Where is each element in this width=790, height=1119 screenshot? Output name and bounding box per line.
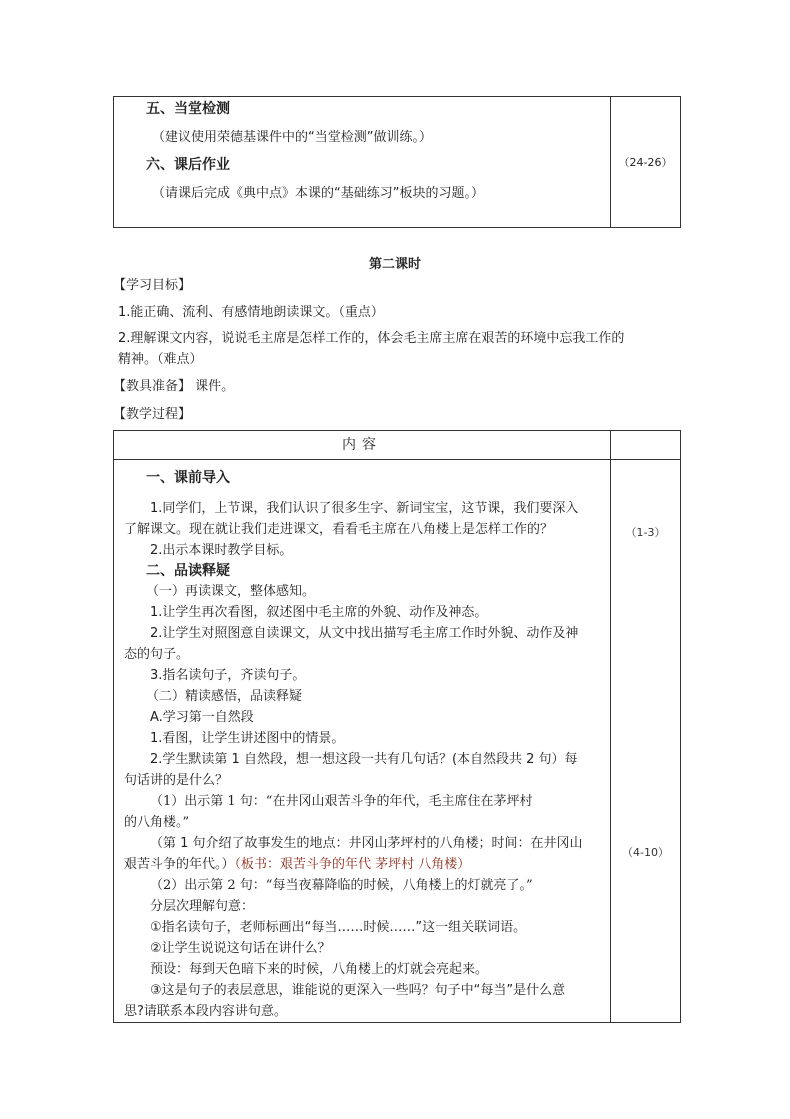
sentence-2-step-2: ②让学生说说这句话在讲什么？ xyxy=(150,941,331,956)
main-table-header-side xyxy=(611,431,681,460)
sentence-1-note-text: 艰苦斗争的年代。） xyxy=(124,857,235,872)
section-title: 第二课时 xyxy=(368,257,421,272)
side-number-2: （4-10） xyxy=(622,846,669,859)
main-table-content-cell xyxy=(114,460,611,1023)
step-1-2-line-1: 2.让学生对照图意自读课文，从文中找出描写毛主席工作时外貌、动作及神 xyxy=(150,626,579,641)
section-note-5: （建议使用荣德基课件中的“当堂检测”做训练。） xyxy=(152,130,432,145)
part-a-title: A.学习第一自然段 xyxy=(150,710,254,725)
top-table-side-cell xyxy=(611,97,681,228)
sub-heading-1: （一）再读课文，整体感知。 xyxy=(146,584,316,599)
sentence-2-step-3-line-2: 思?请联系本段内容讲句意。 xyxy=(124,1004,287,1019)
sentence-1-quote-line-2: 的八角楼。” xyxy=(124,815,190,830)
main-table-header xyxy=(114,431,611,460)
goal-item-2-line-2: 精神。（难点） xyxy=(118,352,203,367)
process-label: 【教学过程】 xyxy=(113,407,192,422)
prep-label: 【教具准备】 xyxy=(113,379,192,394)
step-1-1: 1.让学生再次看图，叙述图中毛主席的外貌、动作及神态。 xyxy=(150,605,488,620)
sentence-2-preset: 预设：每到天色暗下来的时候，八角楼上的灯就会亮起来。 xyxy=(150,962,489,977)
goal-item-2-line-1: 2.理解课文内容，说说毛主席是怎样工作的，体会毛主席主席在艰苦的环境中忘我工作的 xyxy=(118,331,625,346)
top-table xyxy=(113,96,681,228)
prep-text: 课件。 xyxy=(191,379,235,394)
para-1-line-2: 了解课文。现在就让我们走进课文，看看毛主席在八角楼上是怎样工作的？ xyxy=(124,522,554,537)
sentence-2-step-1: ①指名读句子，老师标画出“每当……时候……”这一组关联词语。 xyxy=(150,920,527,935)
section-heading-6: 六、课后作业 xyxy=(146,157,230,173)
top-table-content-cell xyxy=(114,97,611,228)
goals-label: 【学习目标】 xyxy=(113,278,192,293)
section-heading-5: 五、当堂检测 xyxy=(146,101,230,117)
sentence-2-step-3-line-1: ③这是句子的表层意思，谁能说的更深入一些吗？句子中“每当”是什么意 xyxy=(150,983,566,998)
header-label: 内容 xyxy=(342,437,382,453)
prep-line xyxy=(113,376,673,397)
sentence-1-note-line-1: （第 1 句介绍了故事发生的地点：井冈山茅坪村的八角楼；时间：在井冈山 xyxy=(150,836,583,851)
step-1-3: 3.指名读句子，齐读句子。 xyxy=(150,668,306,683)
part-a-step-2-line-2: 句话讲的是什么？ xyxy=(124,773,229,788)
main-table-side-cell xyxy=(611,460,681,1023)
sentence-2-quote: （2）出示第 2 句：“每当夜幕降临的时候，八角楼上的灯就亮了。” xyxy=(150,878,533,893)
part-a-step-2-line-1: 2.学生默读第 1 自然段，想一想这段一共有几句话？(本自然段共 2 句）每 xyxy=(150,752,578,767)
side-number-top: （24-26） xyxy=(618,156,673,169)
para-1-line-1: 1.同学们，上节课，我们认识了很多生字、新词宝宝，这节课，我们要深入 xyxy=(150,501,579,516)
sentence-1-quote-line-1: （1）出示第 1 句：“在井冈山艰苦斗争的年代，毛主席住在茅坪村 xyxy=(150,794,533,809)
sentence-2-step-intro: 分层次理解句意： xyxy=(150,899,255,914)
para-2: 2.出示本课时教学目标。 xyxy=(150,543,293,558)
part-a-step-1: 1.看图，让学生讲述图中的情景。 xyxy=(150,731,345,746)
main-table xyxy=(113,430,681,1023)
sentence-1-note-line-2 xyxy=(124,854,598,875)
section-note-6: （请课后完成《典中点》本课的“基础练习”板块的习题。） xyxy=(152,186,484,201)
board-note: （板书：艰苦斗争的年代 茅坪村 八角楼） xyxy=(234,857,471,872)
step-1-2-line-2: 态的句子。 xyxy=(124,647,190,662)
sub-heading-2: （二）精读感悟，品读释疑 xyxy=(146,689,303,704)
side-number-1: （1-3） xyxy=(625,526,666,539)
heading-pre-lesson: 一、课前导入 xyxy=(146,470,230,486)
heading-read-explain: 二、品读释疑 xyxy=(146,563,230,579)
goal-item-1: 1.能正确、流利、有感情地朗读课文。（重点） xyxy=(118,305,384,320)
